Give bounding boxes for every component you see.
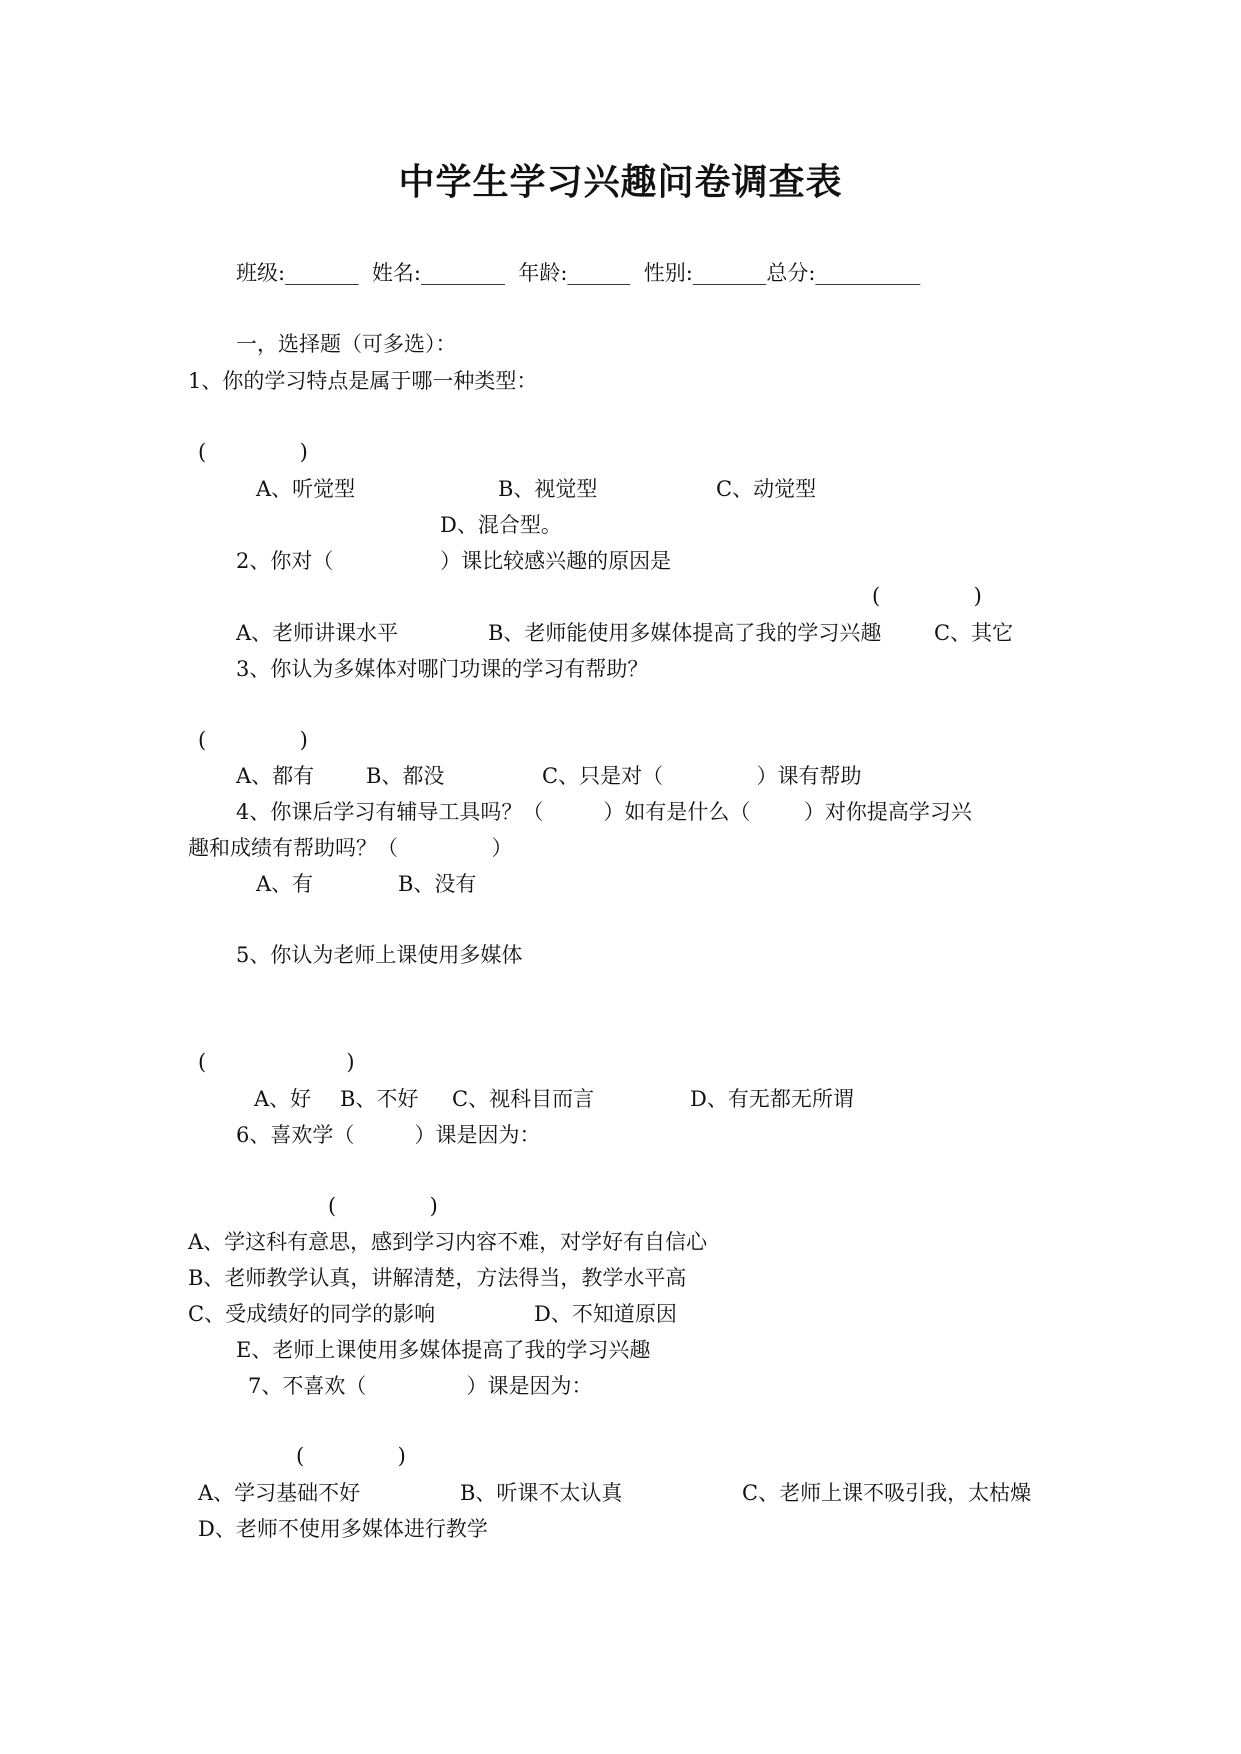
section-heading: 一，选择题（可多选）： [236, 332, 457, 356]
q2-option-c: C、其它 [934, 621, 1014, 645]
question-5: 5、你认为老师上课使用多媒体 [236, 943, 523, 967]
question-4-line-1: 4、你课后学习有辅导工具吗？（ ）如有是什么（ ）对你提高学习兴 [236, 800, 972, 824]
q7-option-c: C、老师上课不吸引我，太枯燥 [742, 1481, 1032, 1505]
document-title: 中学生学习兴趣问卷调查表 [398, 161, 843, 203]
q6-option-a: A、学这科有意思，感到学习内容不难，对学好有自信心 [188, 1230, 708, 1254]
q5-option-d: D、有无都无所谓 [690, 1087, 854, 1111]
q2-option-a: A、老师讲课水平 [236, 621, 399, 645]
q5-option-c: C、视科目而言 [452, 1087, 595, 1111]
q6-option-c: C、受成绩好的同学的影响 [188, 1302, 436, 1326]
q5-option-a: A、好 [254, 1087, 312, 1111]
question-3: 3、你认为多媒体对哪门功课的学习有帮助？ [236, 657, 649, 681]
question-2-answer-blank: ( ) [872, 584, 982, 608]
question-6-answer-blank: ( ) [328, 1194, 438, 1218]
q1-option-d: D、混合型。 [440, 513, 562, 537]
q4-option-a: A、有 [256, 872, 314, 896]
q1-option-a: A、听觉型 [256, 477, 356, 501]
question-5-answer-blank: ( ) [198, 1050, 355, 1074]
q1-option-c: C、动觉型 [716, 477, 817, 501]
q6-option-d: D、不知道原因 [534, 1302, 677, 1326]
q7-option-b: B、听课不太认真 [460, 1481, 623, 1505]
question-7: 7、不喜欢（ ）课是因为： [248, 1374, 593, 1398]
q7-option-d: D、老师不使用多媒体进行教学 [198, 1517, 488, 1541]
question-1: 1、你的学习特点是属于哪一种类型： [188, 369, 538, 393]
q7-option-a: A、学习基础不好 [198, 1481, 361, 1505]
q6-option-b: B、老师教学认真，讲解清楚，方法得当，教学水平高 [188, 1266, 687, 1290]
q4-option-b: B、没有 [398, 872, 477, 896]
q2-option-b: B、老师能使用多媒体提高了我的学习兴趣 [488, 621, 882, 645]
header-fields: 班级:_______ 姓名:________ 年龄:______ 性别:_______总分:__________ [236, 261, 921, 285]
q6-option-e: E、老师上课使用多媒体提高了我的学习兴趣 [236, 1338, 651, 1362]
question-7-answer-blank: ( ) [296, 1444, 406, 1468]
q5-option-b: B、不好 [340, 1087, 419, 1111]
q1-option-b: B、视觉型 [498, 477, 598, 501]
question-4-line-2: 趣和成绩有帮助吗？（ ） [188, 836, 513, 860]
question-2: 2、你对（ ）课比较感兴趣的原因是 [236, 549, 672, 573]
question-1-answer-blank: ( ) [198, 440, 308, 464]
q3-option-b: B、都没 [366, 764, 445, 788]
q3-option-c: C、只是对（ ）课有帮助 [542, 764, 862, 788]
question-6: 6、喜欢学（ ）课是因为： [236, 1123, 541, 1147]
q3-option-a: A、都有 [236, 764, 315, 788]
question-3-answer-blank: ( ) [198, 728, 308, 752]
